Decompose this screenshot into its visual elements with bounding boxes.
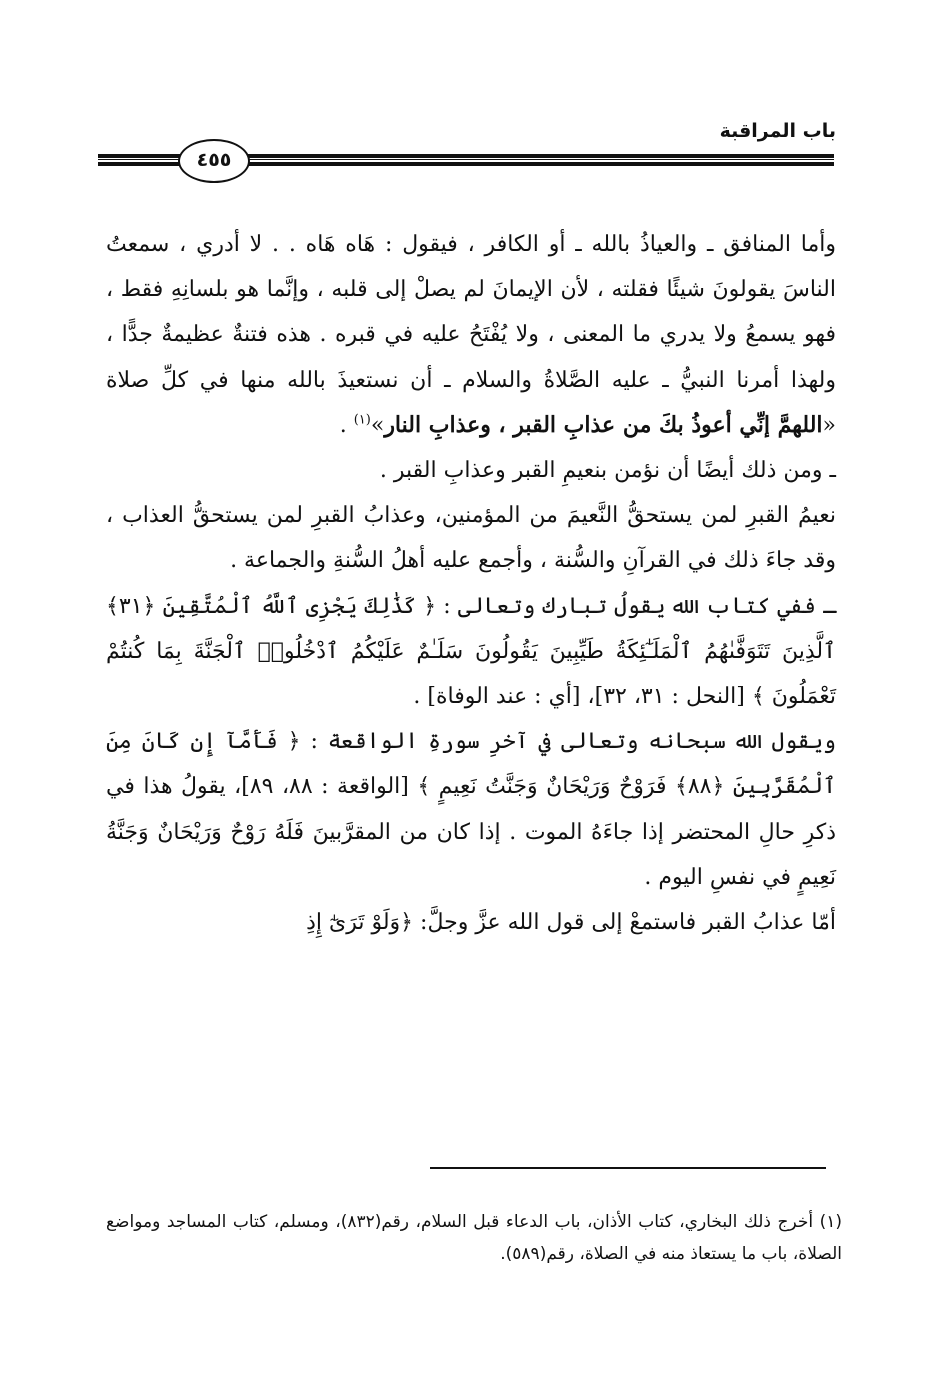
- footnote-marker: (١): [353, 412, 371, 428]
- footnote: (١) أخرج ذلك البخاري، كتاب الأذان، باب الدعاء قبل السلام، رقم(٨٣٢)، ومسلم، كتاب المساجد ومواضع الصلاة، باب ما يستعاذ منه في الصلاة، رقم(٥٨٩).: [106, 1212, 842, 1264]
- chapter-title: باب المراقبة: [719, 120, 836, 142]
- page-number: ٤٥٥: [178, 139, 250, 183]
- paragraph-1-text: وأما المنافق ـ والعياذُ بالله ـ أو الكافر ، فيقول : هَاه هَاه . . لا أدري ، سمعتُ الناسَ يقولونَ شيئًا فقلته ، لأن الإيمانَ لم يصلْ إلى قلبه ، وإنَّما هو بلسانِهِ فقط ، فهو يسمعُ ولا يدري ما المعنى ، ولا يُفْتَحُ عليه في قبره . هذه فتنةٌ عظيمةٌ جدًّا ، ولهذا أمرنا النبيُّ ـ عليه الصَّلاةُ والسلام ـ أن نستعيذَ بالله منها في كلِّ صلاة «: [106, 232, 836, 438]
- footnote-divider: [430, 1167, 826, 1169]
- paragraph-5: ويقول الله سبحانه وتعالى في آخرِ سورةِ الواقعة : ﴿ فَأَمَّآ إِن كَانَ مِنَ ٱلْمُقَرَّبِينَ ﴿٨٨﴾ فَرَوْحٌ وَرَيْحَانٌ وَجَنَّتُ نَعِيمٍ ﴾ [الواقعة : ٨٨، ٨٩]، يقولُ هذا في ذكرِ حالِ المحتضر إذا جاءَهُ الموت . إذا كان من المقرَّبينَ فَلَهُ رَوْحٌ وَرَيْحَانٌ وَجَنَّةُ نَعِيمٍ في نفسِ اليوم .: [106, 729, 836, 890]
- paragraph-3: نعيمُ القبرِ لمن يستحقُّ النَّعيمَ من المؤمنين، وعذابُ القبرِ لمن يستحقُّ العذاب ، وقد جاءَ ذلك في القرآنِ والسُّنة ، وأجمع عليه أهلُ السُّنةِ والجماعة .: [106, 503, 836, 574]
- paragraph-6: أمّا عذابُ القبر فاستمعْ إلى قول الله عزَّ وجلَّ: ﴿وَلَوْ تَرَىٰٓ إِذِ: [306, 910, 836, 936]
- hadith-close-quote: »: [370, 412, 385, 438]
- paragraph-2: ـ ومن ذلك أيضًا أن نؤمن بنعيمِ القبر وعذابِ القبر .: [379, 458, 836, 484]
- body-text: [106, 222, 836, 945]
- hadith-quote: اللهمَّ إنِّي أعوذُ بكَ من عذابِ القبر ، وعذابِ النار: [384, 411, 823, 438]
- paragraph-4: ـ ففي كتاب الله يقولُ تبارك وتعالى : ﴿ كَذَٰلِكَ يَجْزِى ٱللَّهُ ٱلْمُتَّقِينَ ﴿٣١﴾ ٱلَّذِينَ تَتَوَفَّىٰهُمُ ٱلْمَلَـٰٓئِكَةُ طَيِّبِينَ يَقُولُونَ سَلَـٰمٌ عَلَيْكُمُ ٱدْخُلُوا۟ ٱلْجَنَّةَ بِمَا كُنتُمْ تَعْمَلُونَ ﴾ [النحل : ٣١، ٣٢]، [أي : عند الوفاة] .: [106, 593, 836, 710]
- paragraph-1: [106, 222, 836, 448]
- paragraph-1-end: .: [339, 412, 354, 438]
